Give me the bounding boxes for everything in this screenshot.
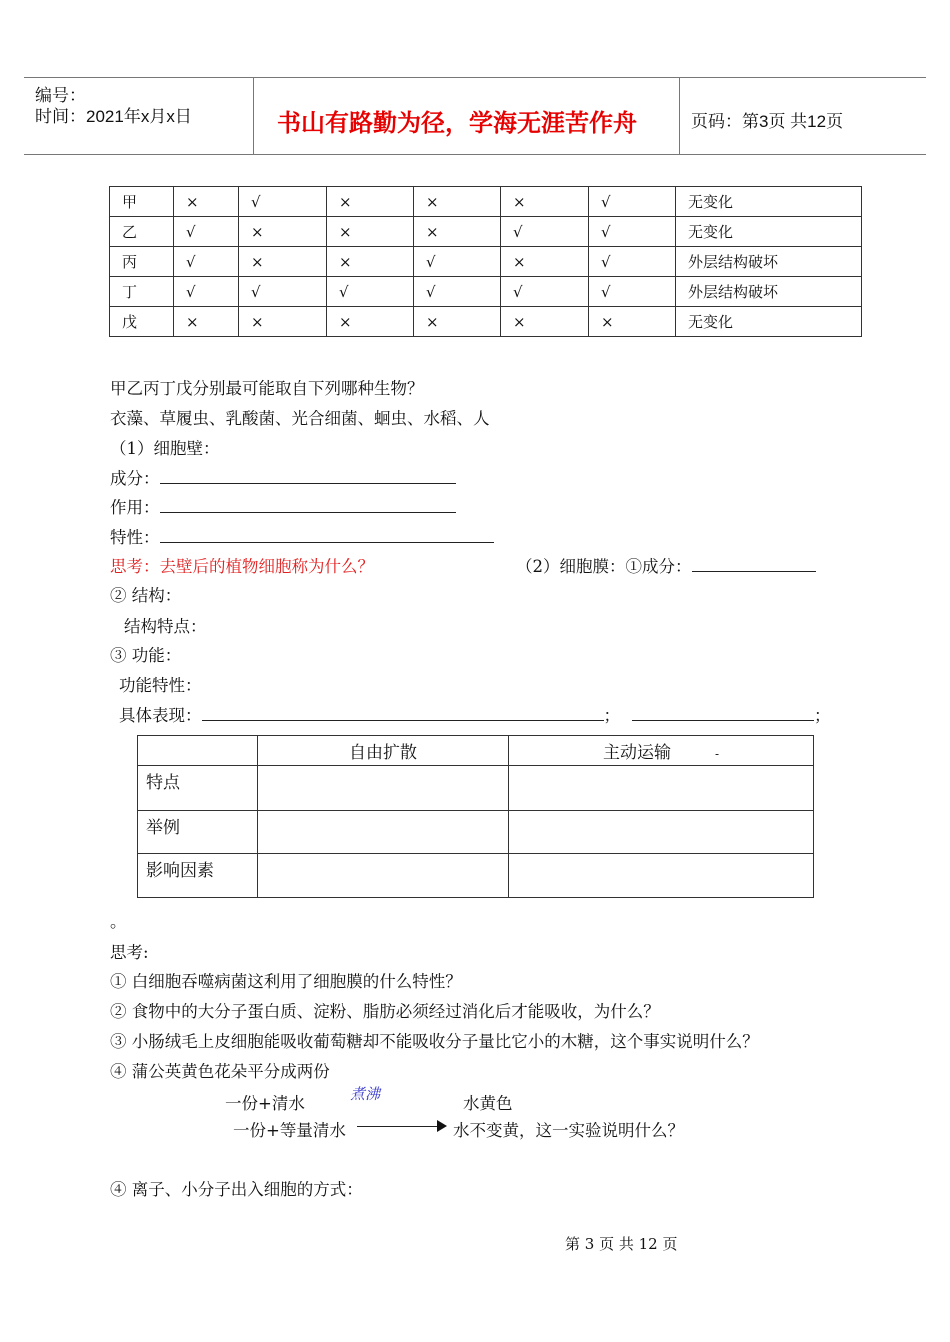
result-cell: 无变化 [676, 307, 862, 337]
row-label: 特点 [138, 766, 258, 811]
page-footer: 第 3 页 共 12 页 [565, 1235, 678, 1253]
function-field [110, 494, 456, 518]
blank [202, 706, 604, 721]
think-q2: ② 食物中的大分子蛋白质、淀粉、脂肪必须经过消化后才能吸收，为什么？ [110, 1002, 660, 1021]
cell [258, 854, 509, 898]
structure-feature-label: 结构特点： [124, 617, 207, 636]
test-cell: × [501, 247, 589, 277]
experiment-2-result: 水不变黄，这一实验说明什么？ [453, 1121, 684, 1140]
composition-field [110, 465, 456, 489]
sep: ； [603, 706, 620, 725]
think-question: 思考：去壁后的植物细胞称为什么？ [110, 557, 374, 576]
property-field [110, 524, 494, 548]
row-label: 举例 [138, 811, 258, 854]
function-feature-label: 功能特性： [119, 676, 202, 695]
result-cell: 无变化 [676, 217, 862, 247]
blank [692, 557, 816, 572]
transport-table [137, 735, 814, 898]
arrow-head-icon [437, 1120, 447, 1132]
page-indicator: 页码：第3页 共12页 [691, 112, 844, 131]
header-active-transport [509, 736, 814, 766]
test-cell: × [501, 307, 589, 337]
cell [258, 811, 509, 854]
row-label: 丙 [110, 247, 174, 277]
header-divider [679, 77, 680, 155]
cell [509, 854, 814, 898]
cell [509, 811, 814, 854]
table-row [110, 217, 862, 247]
arrow-line [357, 1126, 439, 1127]
row-label: 影响因素 [138, 854, 258, 898]
test-cell: √ [501, 277, 589, 307]
test-cell: × [327, 307, 414, 337]
doc-time: 时间：2021年x月x日 [35, 107, 192, 126]
test-cell: √ [174, 217, 239, 247]
test-cell: × [414, 307, 501, 337]
doc-number: 编号： [35, 86, 86, 105]
motto: 书山有路勤为径，学海无涯苦作舟 [277, 110, 637, 137]
header-bottom-rule [24, 154, 926, 155]
test-cell: × [414, 217, 501, 247]
test-cell: √ [174, 247, 239, 277]
test-cell: √ [239, 277, 327, 307]
test-cell: √ [501, 217, 589, 247]
blank [160, 498, 456, 513]
cell [258, 766, 509, 811]
result-cell: 外层结构破坏 [676, 247, 862, 277]
table-row [110, 187, 862, 217]
blank [160, 469, 456, 484]
think-q3: ③ 小肠绒毛上皮细胞能吸收葡萄糖却不能吸收分子量比它小的木糖，这个事实说明什么？ [110, 1032, 759, 1051]
test-cell: √ [327, 277, 414, 307]
test-cell: √ [414, 277, 501, 307]
membrane-field [516, 553, 816, 577]
header-divider [253, 77, 254, 155]
structure-label: ② 结构： [110, 586, 182, 605]
blank [160, 528, 494, 543]
think-q5: ④ 离子、小分子出入细胞的方式： [110, 1180, 363, 1199]
label: 成分： [110, 469, 160, 488]
row-label: 甲 [110, 187, 174, 217]
test-cell: × [174, 307, 239, 337]
results-table [109, 186, 862, 337]
test-cell: √ [589, 217, 676, 247]
header-free-diffusion: 自由扩散 [258, 736, 509, 766]
test-cell: × [327, 247, 414, 277]
manifest-field [119, 702, 831, 726]
test-cell: √ [589, 277, 676, 307]
table-row [110, 247, 862, 277]
test-cell: × [239, 217, 327, 247]
think-label: 思考: [110, 943, 149, 962]
test-cell: × [589, 307, 676, 337]
dash: - [714, 747, 720, 761]
question: 甲乙丙丁戊分别最可能取自下列哪种生物？ [110, 379, 424, 398]
test-cell: √ [589, 187, 676, 217]
dot: 。 [110, 912, 127, 931]
row-label: 丁 [110, 277, 174, 307]
label: （2）细胞膜：①成分： [516, 557, 692, 576]
test-cell: × [327, 187, 414, 217]
sep: ； [814, 706, 831, 725]
header-top-rule [24, 77, 926, 78]
result-cell: 无变化 [676, 187, 862, 217]
row-label: 戊 [110, 307, 174, 337]
table-row [110, 307, 862, 337]
row-label: 乙 [110, 217, 174, 247]
experiment-1: 一份+清水 [225, 1094, 305, 1113]
test-cell: √ [414, 247, 501, 277]
header-cell [138, 736, 258, 766]
test-cell: × [239, 247, 327, 277]
experiment-2: 一份+等量清水 [233, 1121, 346, 1140]
test-cell: √ [174, 277, 239, 307]
test-cell: √ [239, 187, 327, 217]
organism-list: 衣藻、草履虫、乳酸菌、光合细菌、蛔虫、水稻、人 [110, 409, 490, 428]
result-cell: 外层结构破坏 [676, 277, 862, 307]
test-cell: × [239, 307, 327, 337]
section-cell-wall: （1）细胞壁： [110, 439, 220, 458]
experiment-1-result: 水黄色 [463, 1094, 513, 1113]
label: 作用： [110, 498, 160, 517]
test-cell: × [414, 187, 501, 217]
think-q4: ④ 蒲公英黄色花朵平分成两份 [110, 1062, 330, 1081]
test-cell: √ [589, 247, 676, 277]
label: 具体表现： [119, 706, 202, 725]
label: 特性： [110, 528, 160, 547]
boil-label: 煮沸 [350, 1085, 381, 1103]
cell [509, 766, 814, 811]
think-q1: ① 白细胞吞噬病菌这利用了细胞膜的什么特性？ [110, 972, 462, 991]
test-cell: × [501, 187, 589, 217]
table-row [110, 277, 862, 307]
blank [632, 706, 814, 721]
test-cell: × [174, 187, 239, 217]
test-cell: × [327, 217, 414, 247]
function-label: ③ 功能： [110, 646, 182, 665]
label: 主动运输 [602, 743, 671, 763]
